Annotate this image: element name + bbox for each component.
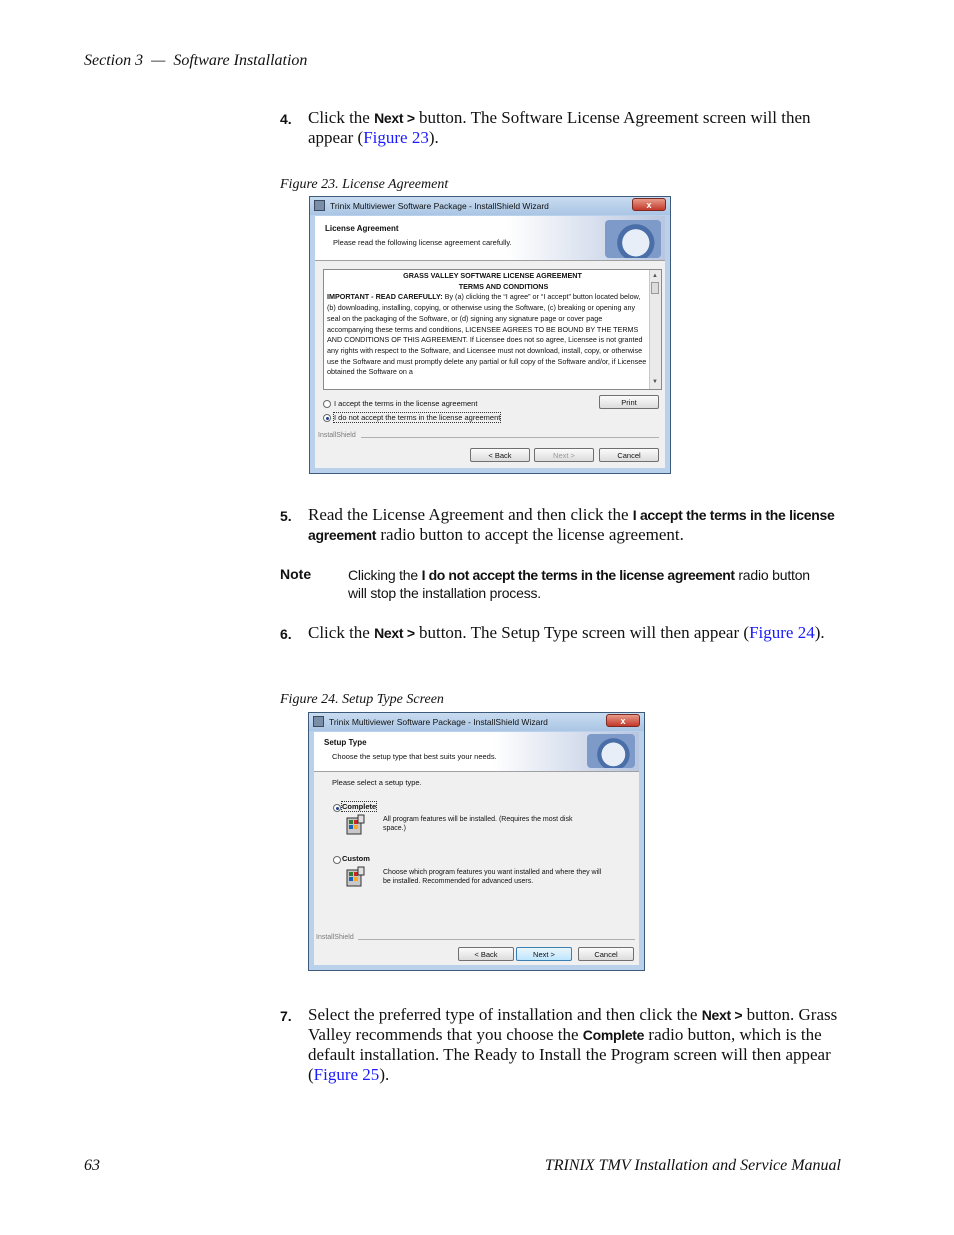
back-button[interactable]: < Back [458,947,514,961]
custom-setup-icon [344,866,366,888]
step-4: 4. Click the Next > button. The Software License Agreement screen will then appear (Figure 23). [280,108,811,147]
app-icon [314,200,325,211]
step-5: 5. Read the License Agreement and then click the I accept the terms in the license agreement radio button to accept the license agreement. [280,505,835,544]
window-client [314,732,639,965]
page-number: 63 [84,1157,100,1174]
note-label: Note [280,566,312,582]
installshield-divider [361,437,659,438]
radio-accept[interactable] [323,400,331,408]
complete-setup-icon [344,814,366,836]
print-button[interactable]: Print [599,395,659,409]
step-7: 7. Select the preferred type of installation and then click the Next > button. Grass Valley recommends that you choose the Complete radio button, which is the default installation. The Ready to Install the Program screen will then appear (Figure 25). [280,1005,838,1084]
figure-23-caption: Figure 23. License Agreement [280,177,449,192]
next-button[interactable]: Next > [534,448,594,462]
wizard-banner: Setup Type Choose the setup type that best suits your needs. [314,732,639,772]
manual-title: TRINIX TMV Installation and Service Manual [544,1157,841,1174]
scroll-thumb[interactable] [651,282,659,294]
window-client [315,216,665,468]
cancel-button[interactable]: Cancel [599,448,659,462]
next-button[interactable]: Next > [516,947,572,961]
figure-24-caption: Figure 24. Setup Type Screen [280,692,444,707]
installshield-label: InstallShield [318,432,356,439]
window-titlebar: Trinix Multiviewer Software Package - InstallShield Wizard x [310,197,670,215]
setup-prompt: Please select a setup type. [332,778,422,787]
radio-decline-label[interactable]: I do not accept the terms in the license agreement [334,413,501,422]
license-scrollbar[interactable] [649,270,661,389]
installshield-logo-icon [605,220,661,258]
note-body: Clicking the I do not accept the terms in the license agreement radio button will stop the installation process. [348,567,810,601]
app-icon [313,716,324,727]
installshield-label: InstallShield [316,934,354,941]
step-6: 6. Click the Next > button. The Setup Type screen will then appear (Figure 24). [280,623,825,642]
back-button[interactable]: < Back [470,448,530,462]
radio-custom-label[interactable]: Custom [342,854,370,863]
radio-decline[interactable] [323,414,331,422]
radio-accept-label[interactable]: I accept the terms in the license agreement [334,399,478,408]
scroll-up-icon[interactable]: ▲ [652,273,658,279]
complete-description: All program features will be installed. (Requires the most disk space.) [383,816,573,832]
wizard-banner: License Agreement Please read the following license agreement carefully. [315,216,665,261]
scroll-down-icon[interactable]: ▼ [652,379,658,386]
license-agreement-window [309,196,671,474]
figure-25-link[interactable]: Figure 25 [313,1065,380,1084]
radio-complete-label[interactable]: Complete [342,802,377,811]
installshield-divider [358,939,635,940]
installshield-logo-icon [587,734,635,768]
running-header: Section 3 — Software Installation [84,52,308,69]
license-text-box[interactable]: GRASS VALLEY SOFTWARE LICENSE AGREEMENT TERMS AND CONDITIONS IMPORTANT - READ CAREFULLY: By (a) clicking the “I agree” or “I accept” button located below, (b) downloading, installing, copying, or otherwise using the Software, (c) breaking or opening any seal on the packaging of the Software, or (d) signing any signature page or cover page accompanying these terms and conditions, LICENSEE AGREES TO BE BOUND BY THE TERMS AND CONDITIONS OF THIS AGREEMENT. If Licensee does not so agree, Licensee is not granted any rights with respect to the Software, and Licensee must not download, install, copy, or otherwise use the Software and must promptly delete any partial or full copy of the Software and/or, if Licensee obtained the Software on a ▲ ▼ [323,269,662,390]
figure-23-link[interactable]: Figure 23 [363,128,429,147]
cancel-button[interactable]: Cancel [578,947,634,961]
window-titlebar: Trinix Multiviewer Software Package - InstallShield Wizard x [309,713,644,731]
radio-custom[interactable] [333,856,341,864]
close-button[interactable]: x [632,198,666,211]
close-button[interactable]: x [606,714,640,727]
custom-description: Choose which program features you want installed and where they will be installed. Recommended for advanced users. [383,869,602,885]
radio-complete[interactable] [333,804,341,812]
setup-type-window [308,712,645,971]
figure-24-link[interactable]: Figure 24 [749,623,815,642]
